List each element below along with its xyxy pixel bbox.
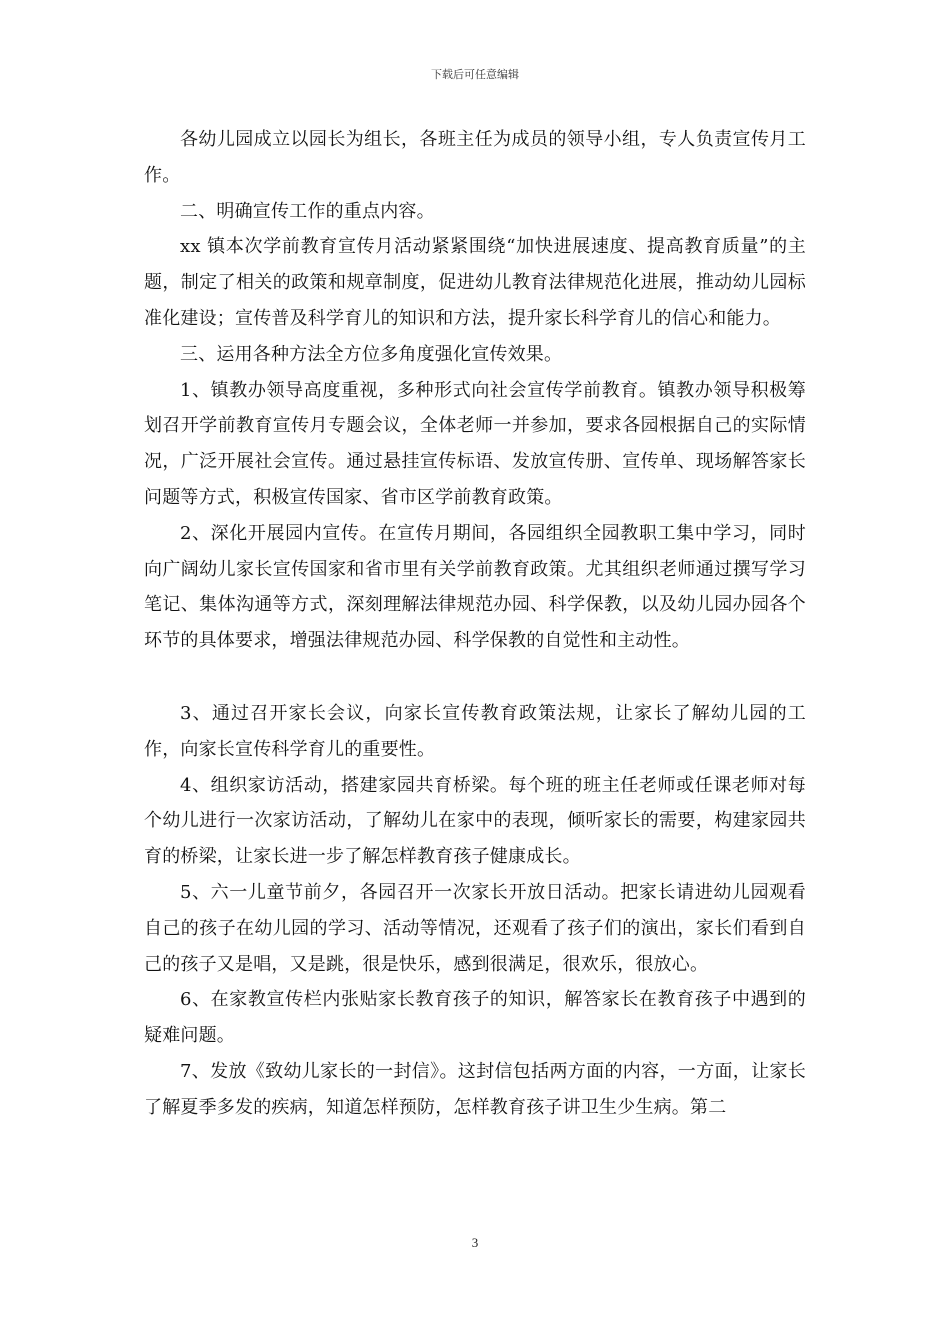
page-number: 3 — [471, 1235, 479, 1250]
section-heading: 二、明确宣传工作的重点内容。 — [180, 200, 435, 222]
paragraph: 4、组织家访活动，搭建家园共育桥梁。每个班的班主任老师或任课老师对每个幼儿进行一次家访活动，了解幼儿在家中的表现，倾听家长的需要，构建家园共育的桥梁，让家长进一步了解怎样教育孩子健康成长。 — [144, 774, 806, 868]
paragraph: 7、发放《致幼儿家长的一封信》。这封信包括两方面的内容，一方面，让家长了解夏季多发的疾病，知道怎样预防，怎样教育孩子讲卫生少生病。第二 — [144, 1060, 806, 1118]
document-body — [144, 122, 806, 1126]
paragraph: xx 镇本次学前教育宣传月活动紧紧围绕“加快进展速度、提高教育质量”的主题，制定了相关的政策和规章制度，促进幼儿教育法律规范化进展，推动幼儿园标准化建设；宣传普及科学育儿的知识和方法，提升家长科学育儿的信心和能力。 — [144, 236, 806, 329]
paragraph: 5、六一儿童节前夕，各园召开一次家长开放日活动。把家长请进幼儿园观看自己的孩子在幼儿园的学习、活动等情况，还观看了孩子们的演出，家长们看到自己的孩子又是唱，又是跳，很是快乐，感到很满足，很欢乐，很放心。 — [144, 881, 806, 975]
paragraph: 2、深化开展园内宣传。在宣传月期间，各园组织全园教职工集中学习，同时向广阔幼儿家长宣传国家和省市里有关学前教育政策。尤其组织老师通过撰写学习笔记、集体沟通等方式，深刻理解法律规范办园、科学保教，以及幼儿园办园各个环节的具体要求，增强法律规范办园、科学保教的自觉性和主动性。 — [144, 522, 806, 652]
section-heading: 三、运用各种方法全方位多角度强化宣传效果。 — [180, 343, 563, 365]
paragraph: 各幼儿园成立以园长为组长，各班主任为成员的领导小组，专人负责宣传月工作。 — [144, 129, 806, 186]
blank-line — [144, 659, 806, 696]
paragraph: 1、镇教办领导高度重视，多种形式向社会宣传学前教育。镇教办领导积极筹划召开学前教育宣传月专题会议，全体老师一并参加，要求各园根据自己的实际情况，广泛开展社会宣传。通过悬挂宣传标语、发放宣传册、宣传单、现场解答家长问题等方式，积极宣传国家、省市区学前教育政策。 — [144, 379, 806, 508]
paragraph: 3、通过召开家长会议，向家长宣传教育政策法规，让家长了解幼儿园的工作，向家长宣传科学育儿的重要性。 — [144, 702, 806, 760]
paragraph: 6、在家教宣传栏内张贴家长教育孩子的知识，解答家长在教育孩子中遇到的疑难问题。 — [144, 989, 806, 1047]
page-header: 下载后可任意编辑 — [431, 68, 519, 81]
